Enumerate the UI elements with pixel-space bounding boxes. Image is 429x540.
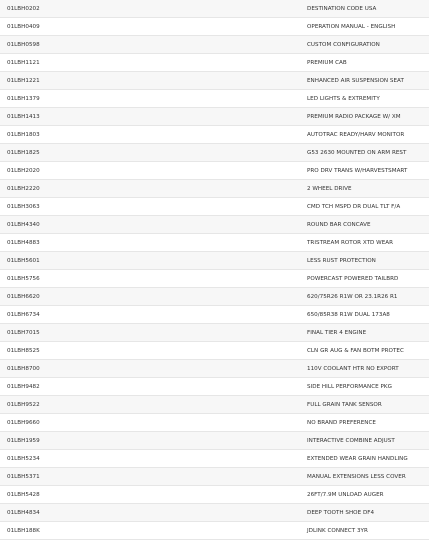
table-row [0, 306, 429, 324]
option-code: 01LBH3063 [7, 203, 40, 210]
option-code: 01LBH2220 [7, 185, 40, 192]
option-code: 01LBH5371 [7, 473, 40, 480]
option-description: SIDE HILL PERFORMANCE PKG [307, 383, 392, 390]
option-description: 620/75R26 R1W OR 23.1R26 R1 [307, 293, 398, 300]
option-code: 01LBH6734 [7, 311, 40, 318]
option-description: OPERATION MANUAL - ENGLISH [307, 23, 396, 30]
table-row [0, 18, 429, 36]
table-row [0, 468, 429, 486]
table-row [0, 198, 429, 216]
option-code: 01LBH5234 [7, 455, 40, 462]
table-row [0, 252, 429, 270]
table-row [0, 450, 429, 468]
table-row [0, 378, 429, 396]
option-description: DEEP TOOTH SHOE DF4 [307, 509, 375, 516]
option-description: CUSTOM CONFIGURATION [307, 41, 380, 48]
option-description: 650/85R38 R1W DUAL 173A8 [307, 311, 390, 318]
option-description: MANUAL EXTENSIONS LESS COVER [307, 473, 406, 480]
table-row [0, 36, 429, 54]
option-description: PREMIUM CAB [307, 59, 347, 66]
table-row [0, 342, 429, 360]
table-row [0, 162, 429, 180]
table-row [0, 180, 429, 198]
table-row [0, 72, 429, 90]
option-code: 01LBH2020 [7, 167, 40, 174]
option-code: 01LBH0598 [7, 41, 40, 48]
option-description: EXTENDED WEAR GRAIN HANDLING [307, 455, 408, 462]
option-code: 01LBH1121 [7, 59, 40, 66]
option-description: TRISTREAM ROTOR XTD WEAR [307, 239, 394, 246]
table-row [0, 234, 429, 252]
table-row [0, 126, 429, 144]
option-code: 01LBH1379 [7, 95, 40, 102]
option-description: INTERACTIVE COMBINE ADJUST [307, 437, 395, 444]
option-code: 01LBH4883 [7, 239, 40, 246]
option-description: LESS RUST PROTECTION [307, 257, 376, 264]
option-code: 01LBH5601 [7, 257, 40, 264]
option-code: 01LBH8525 [7, 347, 40, 354]
table-row [0, 108, 429, 126]
table-row [0, 90, 429, 108]
table-row [0, 522, 429, 540]
option-description: ROUND BAR CONCAVE [307, 221, 371, 228]
option-code: 01LBH1959 [7, 437, 40, 444]
option-code: 01LBH1221 [7, 77, 40, 84]
option-description: 110V COOLANT HTR NO EXPORT [307, 365, 399, 372]
option-description: 26FT/7.9M UNLOAD AUGER [307, 491, 384, 498]
option-code: 01LBH188K [7, 527, 40, 534]
option-description: 2 WHEEL DRIVE [307, 185, 352, 192]
option-description: LED LIGHTS & EXTREMITY [307, 95, 380, 102]
table-row [0, 288, 429, 306]
option-code: 01LBH0409 [7, 23, 40, 30]
option-description: PRO DRV TRANS W/HARVESTSMART [307, 167, 408, 174]
option-description: AUTOTRAC READY/HARV MONITOR [307, 131, 405, 138]
option-description: PREMIUM RADIO PACKAGE W/ XM [307, 113, 401, 120]
table-row [0, 324, 429, 342]
option-description: DESTINATION CODE USA [307, 5, 377, 12]
option-code: 01LBH8700 [7, 365, 40, 372]
table-row [0, 414, 429, 432]
option-code: 01LBH1825 [7, 149, 40, 156]
option-code: 01LBH5756 [7, 275, 40, 282]
table-row [0, 504, 429, 522]
option-code: 01LBH9482 [7, 383, 40, 390]
option-description: CLN GR AUG & FAN BOTM PROTEC [307, 347, 404, 354]
option-code: 01LBH4340 [7, 221, 40, 228]
table-row [0, 0, 429, 18]
option-description: FULL GRAIN TANK SENSOR [307, 401, 382, 408]
table-row [0, 432, 429, 450]
option-description: CMD TCH MSPD DR DUAL TLT F/A [307, 203, 401, 210]
option-code: 01LBH6620 [7, 293, 40, 300]
option-code: 01LBH1803 [7, 131, 40, 138]
option-description: G53 2630 MOUNTED ON ARM REST [307, 149, 407, 156]
table-row [0, 216, 429, 234]
option-description: POWERCAST POWERED TAILBRD [307, 275, 399, 282]
option-code: 01LBH9522 [7, 401, 40, 408]
table-row [0, 144, 429, 162]
option-code: 01LBH4834 [7, 509, 40, 516]
table-row [0, 54, 429, 72]
table-row [0, 396, 429, 414]
option-code: 01LBH9660 [7, 419, 40, 426]
option-code: 01LBH5428 [7, 491, 40, 498]
option-description: NO BRAND PREFERENCE [307, 419, 376, 426]
table-row [0, 486, 429, 504]
table-row [0, 270, 429, 288]
option-code: 01LBH1413 [7, 113, 40, 120]
option-code: 01LBH7015 [7, 329, 40, 336]
option-code: 01LBH0202 [7, 5, 40, 12]
option-description: ENHANCED AIR SUSPENSION SEAT [307, 77, 404, 84]
table-row [0, 360, 429, 378]
option-description: FINAL TIER 4 ENGINE [307, 329, 367, 336]
option-description: JDLINK CONNECT 3YR [307, 527, 368, 534]
